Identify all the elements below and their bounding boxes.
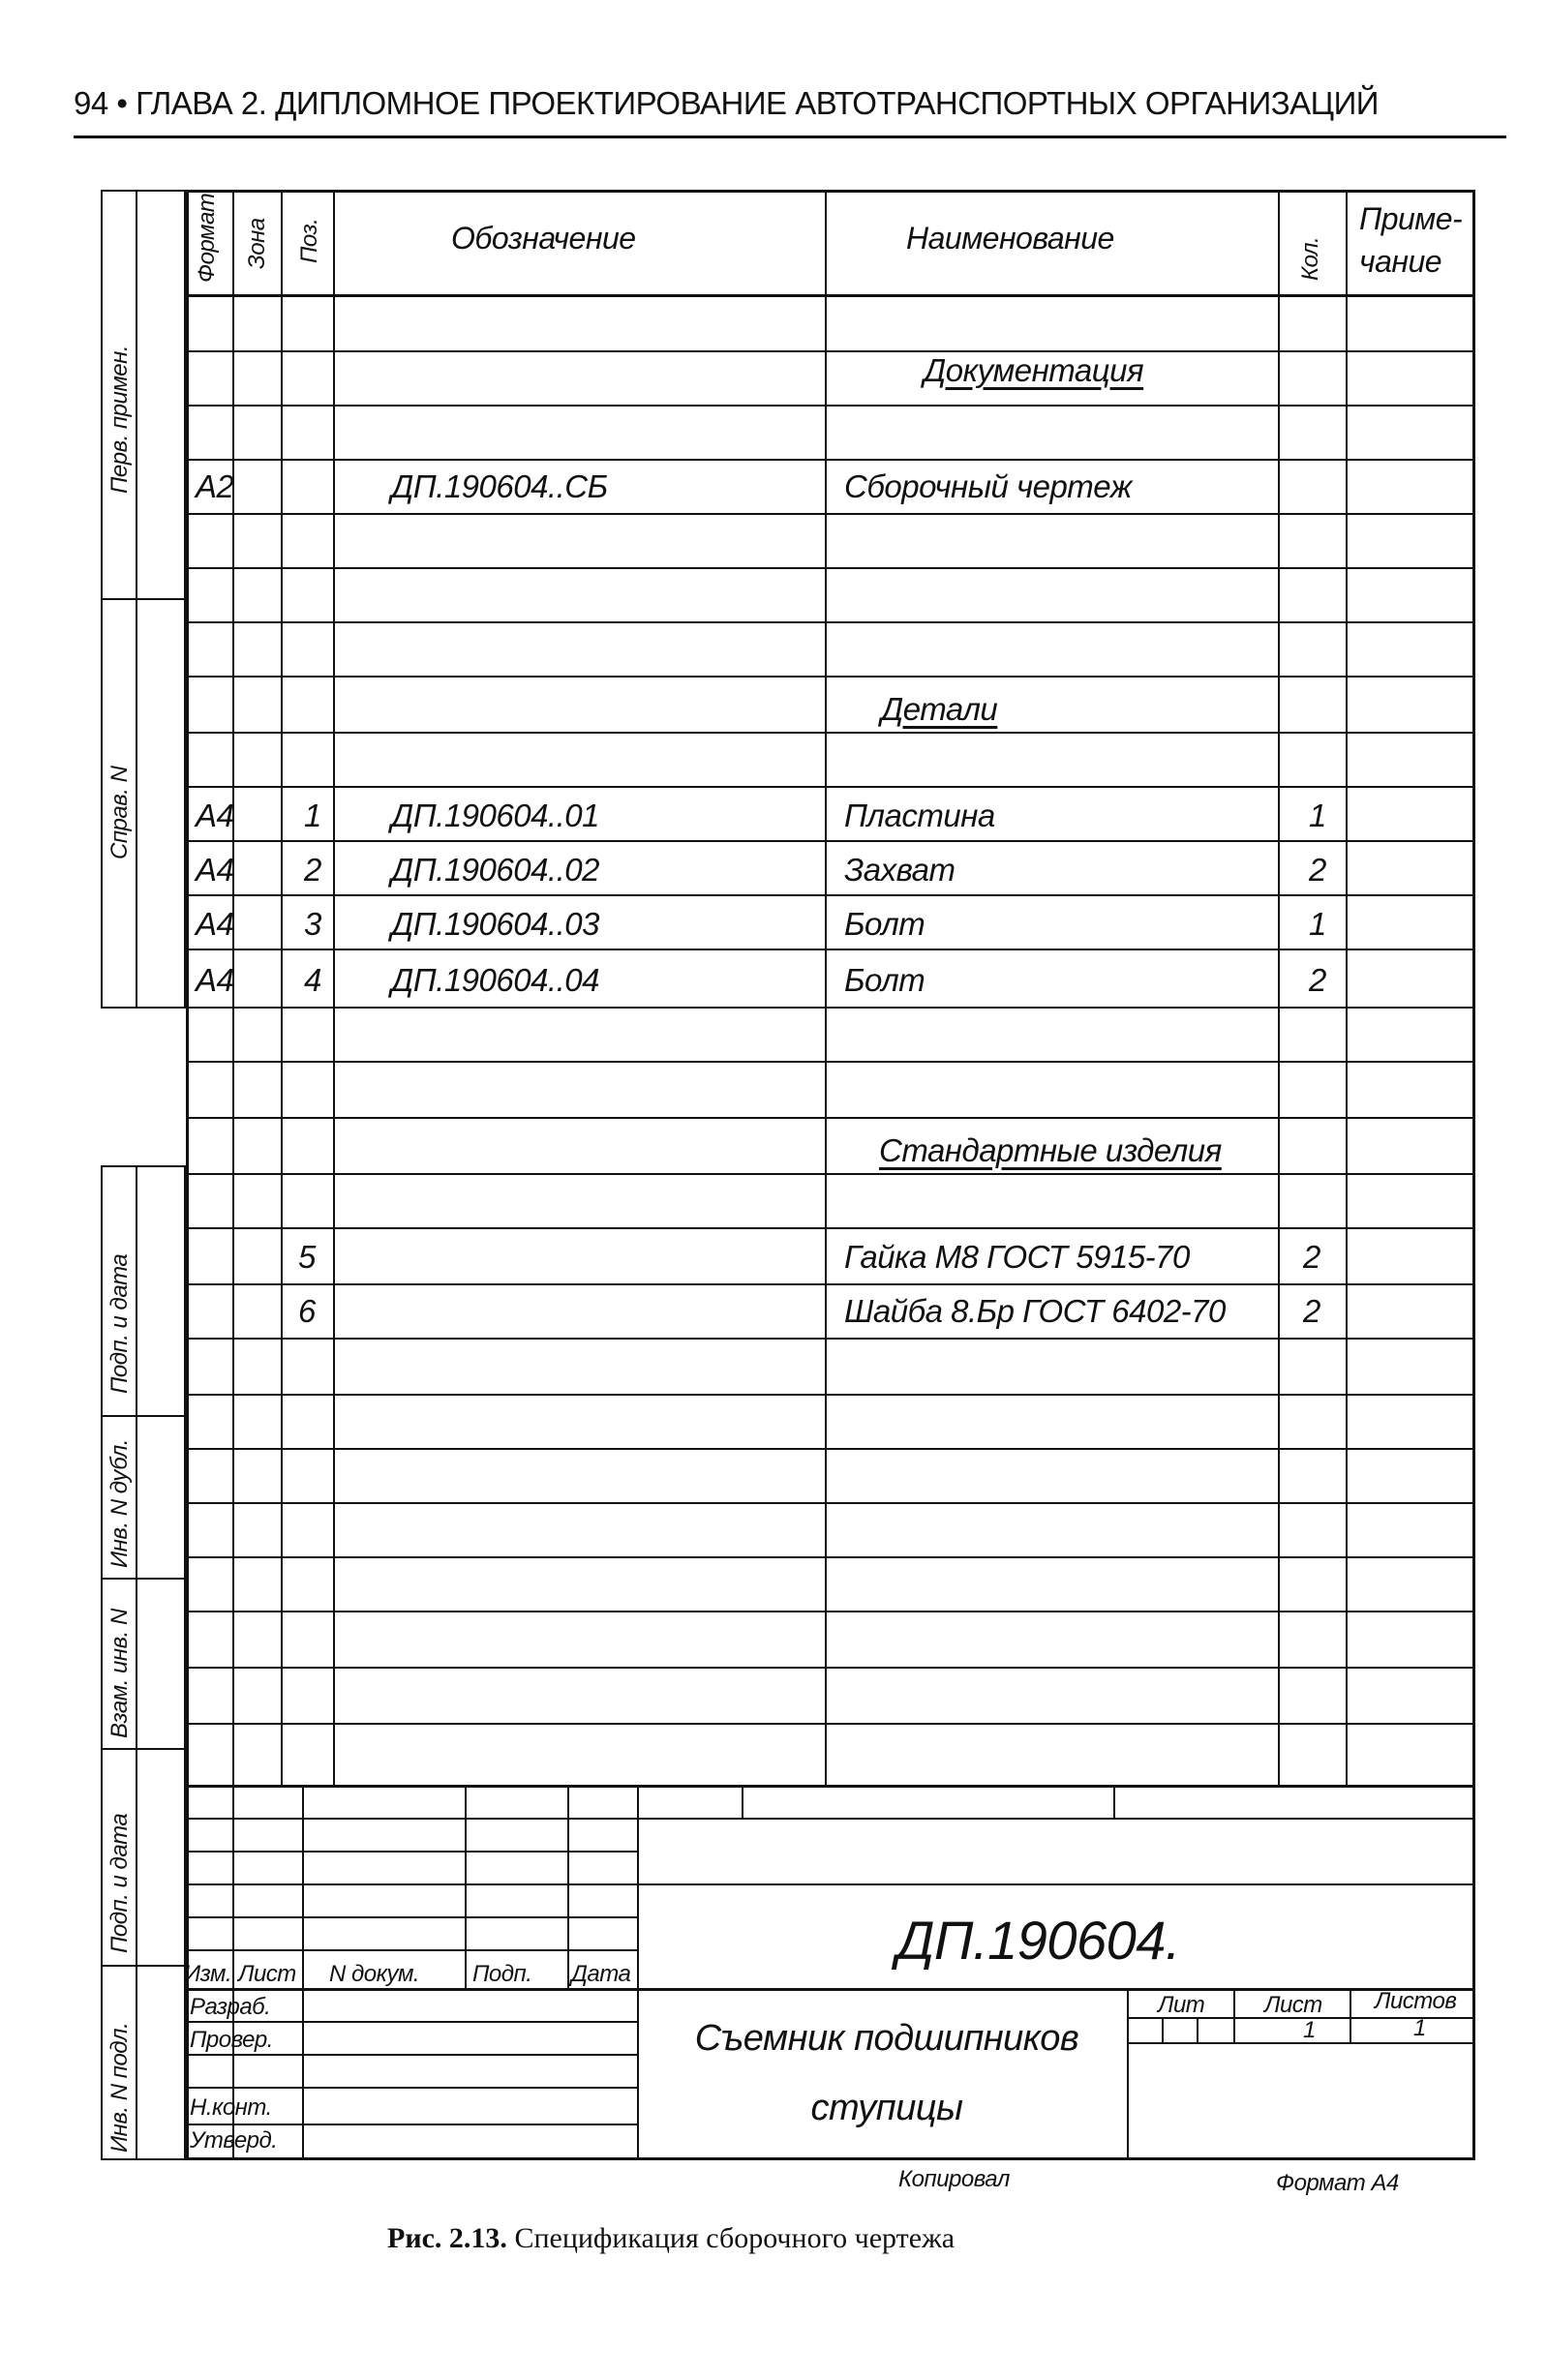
tb-line	[186, 1949, 637, 1951]
tb-list-hdr: Лист	[1264, 1992, 1322, 2018]
row-line	[186, 1611, 1475, 1612]
caption-label: Рис. 2.13.	[387, 2222, 507, 2254]
row-line	[186, 1723, 1475, 1725]
side-divider-2	[136, 1165, 137, 2160]
row-line	[186, 1173, 1475, 1175]
row-line	[186, 1061, 1475, 1063]
row-format: А4	[196, 852, 234, 888]
row-name: Пластина	[844, 798, 995, 833]
row-line	[186, 1448, 1475, 1450]
row-line-header	[186, 294, 1475, 297]
tb-line	[186, 1916, 637, 1918]
footer-copied: Копировал	[898, 2166, 1010, 2192]
footer-format: Формат А4	[1276, 2170, 1399, 2196]
col-header-note-2: чание	[1359, 244, 1442, 279]
tb-code: ДП.190604.	[896, 1910, 1180, 1971]
row-qty: 2	[1303, 1239, 1320, 1275]
tb-title	[654, 2003, 1119, 2143]
tb-line	[186, 1851, 637, 1853]
col-header-designation: Обозначение	[451, 221, 636, 256]
tb-line	[186, 2087, 637, 2089]
side-label-podp-2: Подп. и дата	[106, 1813, 133, 1953]
side-split-b	[101, 1578, 186, 1580]
col-header-name: Наименование	[906, 221, 1114, 256]
page-header: 94 • ГЛАВА 2. ДИПЛОМНОЕ ПРОЕКТИРОВАНИЕ АВТОТРАНСПОРТНЫХ ОРГАНИЗАЦИЙ	[74, 85, 1380, 121]
tb-col	[1127, 1990, 1129, 2160]
row-line	[186, 1283, 1475, 1285]
tb-prover: Провер.	[190, 2027, 273, 2053]
section-documentation: Документация	[924, 352, 1144, 388]
row-designation: ДП.190604..01	[391, 798, 599, 833]
row-line	[186, 621, 1475, 623]
row-qty: 2	[1309, 852, 1326, 888]
tb-line	[186, 2054, 637, 2056]
col-line-designation	[825, 190, 827, 1787]
row-designation: ДП.190604..02	[391, 852, 599, 888]
col-header-note-1: Приме-	[1359, 201, 1463, 236]
tb-col	[742, 1785, 743, 1818]
section-standard: Стандартные изделия	[879, 1132, 1222, 1168]
row-name: Шайба 8.Бр ГОСТ 6402-70	[844, 1293, 1226, 1329]
side-label-vzam: Взам. инв. N	[106, 1609, 133, 1738]
row-pos: 1	[304, 798, 321, 833]
tb-line	[186, 1988, 1475, 1991]
tb-col	[1113, 1785, 1115, 1818]
row-line	[186, 405, 1475, 407]
row-format: А4	[196, 798, 234, 833]
tb-col	[1197, 2017, 1198, 2042]
row-line	[186, 567, 1475, 569]
row-line	[186, 1502, 1475, 1504]
row-designation: ДП.190604..СБ	[391, 468, 608, 504]
row-line	[186, 1556, 1475, 1558]
side-split-c	[101, 1748, 186, 1750]
tb-line	[186, 1883, 1475, 1885]
row-line	[186, 513, 1475, 515]
col-line-pos	[333, 190, 335, 1787]
row-format: А4	[196, 962, 234, 998]
caption-text: Спецификация сборочного чертежа	[514, 2222, 956, 2254]
row-name: Сборочный чертеж	[844, 468, 1132, 504]
side-split	[101, 598, 186, 600]
tb-podp: Подп.	[472, 1961, 532, 1987]
row-name: Болт	[844, 962, 925, 998]
row-format: А4	[196, 906, 234, 942]
row-line	[186, 1338, 1475, 1340]
row-name: Захват	[844, 852, 956, 888]
tb-line	[186, 2021, 637, 2023]
side-label-perv: Перв. примен.	[106, 345, 133, 494]
tb-col	[1233, 1990, 1235, 2042]
side-label-sprav: Справ. N	[106, 766, 133, 859]
row-pos: 5	[298, 1239, 316, 1275]
tb-line	[186, 2124, 637, 2125]
side-split-a	[101, 1415, 186, 1417]
col-line-qty	[1346, 190, 1348, 1787]
row-pos: 2	[304, 852, 321, 888]
header-rule	[74, 136, 1506, 138]
row-name: Гайка М8 ГОСТ 5915-70	[844, 1239, 1190, 1275]
tb-ndokum: N докум.	[329, 1961, 420, 1987]
tb-listov-val: 1	[1413, 2015, 1426, 2041]
row-qty: 1	[1309, 798, 1326, 833]
tb-col	[567, 1785, 569, 1990]
tb-razrab: Разраб.	[190, 1994, 271, 2020]
tb-data: Дата	[571, 1961, 631, 1987]
row-pos: 4	[304, 962, 321, 998]
tb-lit: Лит	[1158, 1992, 1205, 2018]
row-line	[186, 949, 1475, 950]
figure-caption	[387, 2222, 955, 2255]
tb-col	[1350, 1990, 1351, 2042]
row-format: А2	[196, 468, 234, 504]
side-label-inv-podl: Инв. N подл.	[106, 2022, 133, 2153]
tb-utverd: Утверд.	[190, 2127, 278, 2154]
col-line-zone	[281, 190, 283, 1787]
row-line	[186, 732, 1475, 734]
row-line	[186, 1667, 1475, 1669]
col-header-format: Формат	[194, 193, 220, 283]
row-line	[186, 350, 1475, 352]
tb-col	[637, 1785, 639, 2160]
section-parts: Детали	[881, 691, 998, 727]
row-qty: 1	[1309, 906, 1326, 942]
tb-nkont: Н.конт.	[190, 2094, 272, 2121]
tb-title-line-1: Съемник подшипников	[694, 2018, 1079, 2059]
side-split-d	[101, 1965, 186, 1967]
col-line-name	[1278, 190, 1280, 1787]
tb-col	[302, 1785, 304, 2160]
row-name: Болт	[844, 906, 925, 942]
row-qty: 2	[1309, 962, 1326, 998]
row-pos: 6	[298, 1293, 316, 1329]
row-line	[186, 676, 1475, 678]
tb-izm: Изм.	[184, 1961, 232, 1987]
row-line	[186, 1394, 1475, 1396]
tb-list-val: 1	[1303, 2017, 1316, 2043]
side-label-inv-dubl: Инв. N дубл.	[106, 1439, 133, 1568]
tb-line	[1127, 2042, 1475, 2044]
row-line-end	[186, 1785, 1475, 1788]
row-line	[186, 1117, 1475, 1119]
tb-list: Лист	[238, 1961, 296, 1987]
row-line	[186, 894, 1475, 896]
row-line	[186, 840, 1475, 842]
row-line	[186, 1227, 1475, 1229]
col-header-zone: Зона	[244, 218, 270, 269]
row-line	[186, 459, 1475, 461]
col-header-qty: Кол.	[1297, 236, 1323, 281]
side-label-podp-1: Подп. и дата	[106, 1253, 133, 1394]
row-line	[186, 786, 1475, 788]
row-line	[186, 1007, 1475, 1009]
spec-frame	[186, 190, 1475, 2160]
col-header-pos: Поз.	[296, 218, 322, 263]
row-designation: ДП.190604..03	[391, 906, 599, 942]
tb-col	[465, 1785, 467, 1990]
tb-listov: Листов	[1375, 1988, 1457, 2014]
row-designation: ДП.190604..04	[391, 962, 599, 998]
row-pos: 3	[304, 906, 321, 942]
row-qty: 2	[1303, 1293, 1320, 1329]
tb-title-line-2: ступицы	[810, 2088, 963, 2128]
tb-line	[186, 1818, 1475, 1820]
tb-col	[1162, 2017, 1164, 2042]
